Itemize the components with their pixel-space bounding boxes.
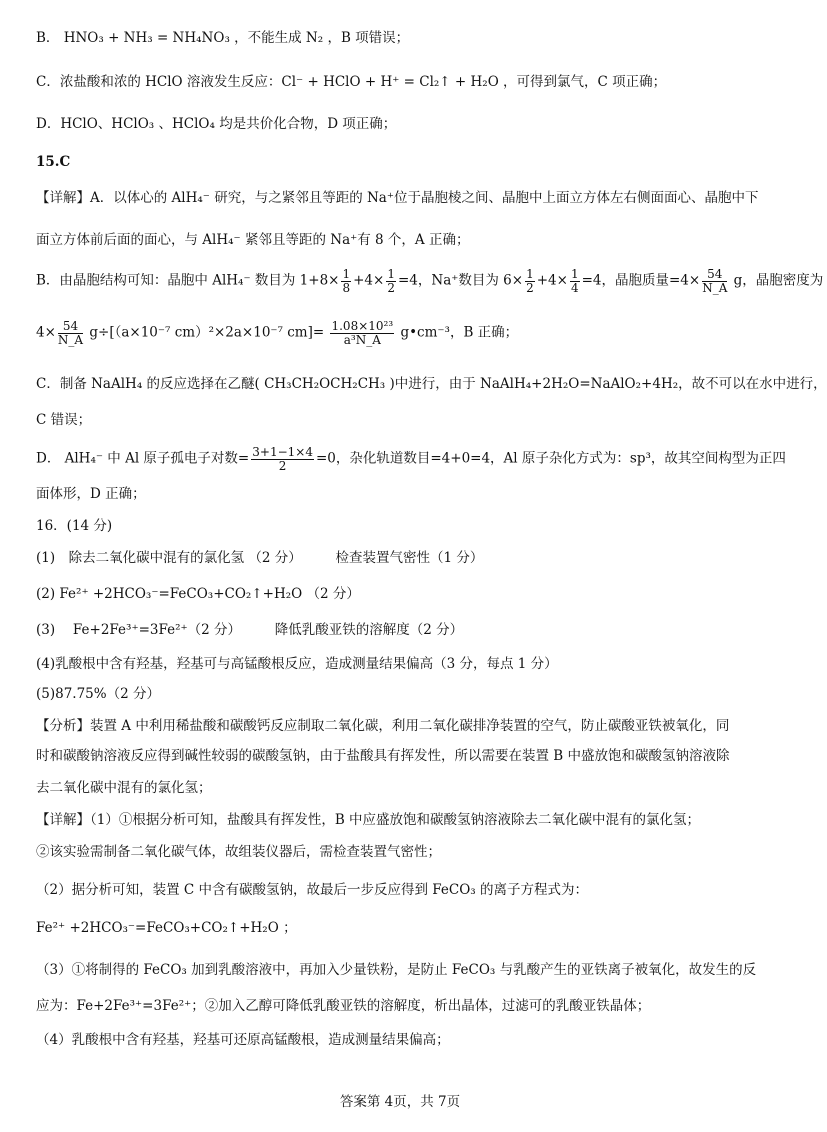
fraction-numerator: 3+1−1×4	[252, 445, 313, 459]
text-line: (5)87.75%（2 分）	[36, 686, 160, 702]
fraction-numerator: 1	[387, 267, 395, 281]
fraction-denominator: 8	[342, 280, 351, 295]
fraction	[386, 268, 396, 294]
fraction-numerator: 54	[58, 320, 83, 334]
fraction	[341, 268, 351, 294]
text-line: (3) Fe+2Fe³⁺=3Fe²⁺（2 分） 降低乳酸亚铁的溶解度（2 分）	[36, 622, 464, 638]
text-segment: =0，杂化轨道数目=4+0=4，Al 原子杂化方式为：sp³，故其空间构型为正四	[315, 450, 786, 467]
text-line: C．制备 NaAlH₄ 的反应选择在乙醚( CH₃CH₂OCH₂CH₃ )中进行，由于 NaAlH₄+2H₂O=NaAlO₂+4H₂，故不可以在水中进行，	[36, 376, 827, 392]
text-line: (2) Fe²⁺ +2HCO₃⁻=FeCO₃+CO₂↑+H₂O （2 分）	[36, 586, 360, 602]
text-line: D．HClO、HClO₃ 、HClO₄ 均是共价化合物，D 项正确；	[36, 116, 397, 132]
text-line: 面体形，D 正确；	[36, 486, 146, 502]
text-segment: =4，Na⁺数目为 6×	[397, 272, 524, 289]
text-line: Fe²⁺ +2HCO₃⁻=FeCO₃+CO₂↑+H₂O ；	[36, 920, 297, 936]
text-segment: =4，晶胞质量=4×	[581, 272, 701, 289]
text-line: (4)乳酸根中含有羟基，羟基可与高锰酸根反应，造成测量结果偏高（3 分，每点 1 分）	[36, 656, 558, 672]
fraction	[251, 446, 314, 472]
fraction-numerator: 1	[570, 267, 579, 281]
text-line: 【详解】A．以体心的 AlH₄⁻ 研究，与之紧邻且等距的 Na⁺位于晶胞棱之间、晶胞中上面立方体左右侧面面心、晶胞中下	[36, 190, 759, 206]
text-line: 应为：Fe+2Fe³⁺=3Fe²⁺；②加入乙醇可降低乳酸亚铁的溶解度，析出晶体，过滤可的乳酸亚铁晶体；	[36, 998, 651, 1014]
text-segment: g÷[（a×10⁻⁷ cm）²×2a×10⁻⁷ cm]=	[85, 324, 329, 341]
text-segment: 4×	[36, 324, 56, 341]
formula-line	[36, 267, 824, 295]
text-line: （2）据分析可知，装置 C 中含有碳酸氢钠，故最后一步反应得到 FeCO₃ 的离子方程式为：	[36, 882, 589, 898]
fraction	[570, 268, 580, 294]
fraction-denominator: a³N_A	[343, 332, 381, 347]
text-line: （4）乳酸根中含有羟基，羟基可还原高锰酸根，造成测量结果偏高；	[36, 1032, 450, 1048]
fraction-denominator: N_A	[57, 332, 84, 347]
fraction-denominator: N_A	[702, 280, 728, 295]
fraction-denominator: 2	[278, 458, 287, 473]
fraction-numerator: 1.08×10²³	[331, 319, 394, 333]
text-segment: +4×	[353, 272, 385, 289]
fraction-numerator: 1	[526, 267, 534, 281]
formula-line	[36, 320, 770, 346]
fraction	[58, 320, 83, 346]
text-line: 【详解】（1）①根据分析可知，盐酸具有挥发性，B 中应盛放饱和碳酸氢钠溶液除去二氧化碳中混有的氯化氢；	[36, 812, 701, 828]
text-line: B． HNO₃ + NH₃ = NH₄NO₃ ，不能生成 N₂ ，B 项错误；	[36, 30, 410, 46]
question-number: 16．(14 分)	[36, 518, 113, 534]
text-line: C．浓盐酸和浓的 HClO 溶液发生反应：Cl⁻ + HClO + H⁺ = Cl₂↑ + H₂O ，可得到氯气，C 项正确；	[36, 74, 667, 90]
text-segment: D． AlH₄⁻ 中 Al 原子孤电子对数=	[36, 450, 250, 467]
fraction	[330, 320, 394, 346]
text-line: (1) 除去二氧化碳中混有的氯化氢 （2 分） 检查装置气密性（1 分）	[36, 550, 484, 566]
fraction-numerator: 54	[702, 268, 727, 282]
question-number: 15.C	[36, 154, 71, 170]
text-segment: g，晶胞密度为	[729, 272, 824, 289]
text-line: 时和碳酸钠溶液反应得到碱性较弱的碳酸氢钠，由于盐酸具有挥发性，所以需要在装置 B 中盛放饱和碳酸氢钠溶液除	[36, 748, 730, 764]
formula-line	[36, 445, 786, 473]
text-line: C 错误；	[36, 412, 92, 428]
fraction-denominator: 4	[570, 280, 579, 295]
page-footer: 答案第 4页，共 7页	[339, 1094, 461, 1110]
fraction	[525, 268, 535, 294]
fraction-denominator: 2	[526, 280, 534, 295]
text-segment: +4×	[536, 272, 568, 289]
fraction	[702, 268, 727, 294]
text-segment: B．由晶胞结构可知：晶胞中 AlH₄⁻ 数目为 1+8×	[36, 272, 340, 289]
text-line: ②该实验需制备二氧化碳气体，故组装仪器后，需检查装置气密性；	[36, 844, 441, 860]
text-segment: g•cm⁻³，B 正确；	[396, 324, 519, 341]
fraction-numerator: 1	[342, 267, 351, 281]
text-line: （3）①将制得的 FeCO₃ 加到乳酸溶液中，再加入少量铁粉，是防止 FeCO₃ 与乳酸产生的亚铁离子被氧化，故发生的反	[36, 962, 757, 978]
fraction-denominator: 2	[387, 280, 395, 295]
text-line: 去二氧化碳中混有的氯化氢；	[36, 780, 212, 796]
text-line: 【分析】装置 A 中利用稀盐酸和碳酸钙反应制取二氧化碳，利用二氧化碳排净装置的空气，防止碳酸亚铁被氧化，同	[36, 718, 730, 734]
text-line: 面立方体前后面的面心，与 AlH₄⁻ 紧邻且等距的 Na⁺有 8 个，A 正确；	[36, 232, 470, 248]
